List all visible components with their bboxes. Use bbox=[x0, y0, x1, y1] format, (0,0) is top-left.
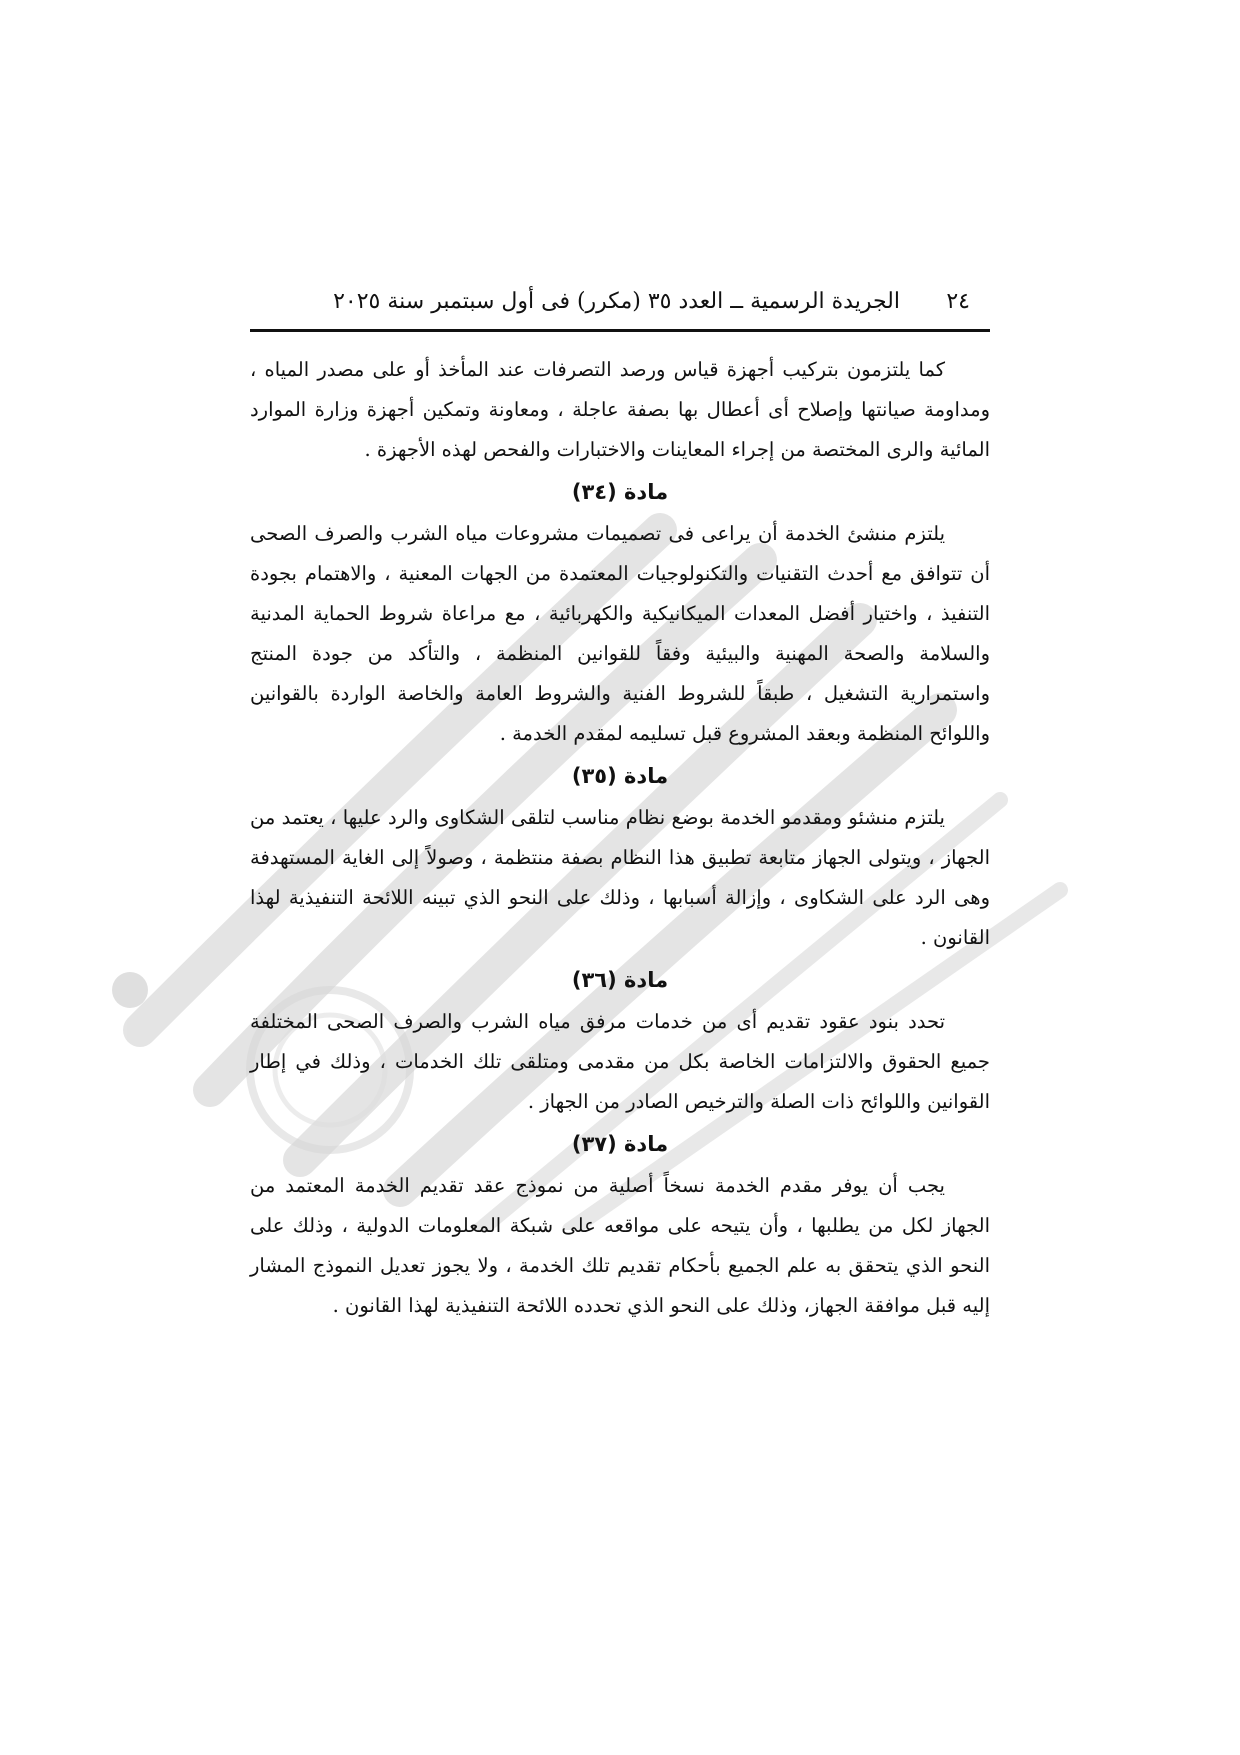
article-37-text: يجب أن يوفر مقدم الخدمة نسخاً أصلية من نموذج عقد تقديم الخدمة المعتمد من الجهاز لكل من يطلبها ، وأن يتيحه على مواقعه على شبكة المعلومات الدولية ، وذلك على النحو الذي يتحقق به علم الجميع بأحكام تقديم تلك الخدمة ، ولا يجوز تعديل النموذج المشار إليه قبل موافقة الجهاز، وذلك على النحو الذي تحدده اللائحة التنفيذية لهذا القانون . bbox=[250, 1174, 990, 1317]
document-body bbox=[250, 350, 990, 1326]
article-34-heading: مادة (٣٤) bbox=[571, 480, 669, 504]
article-35-heading: مادة (٣٥) bbox=[571, 764, 669, 788]
article-35-text: يلتزم منشئو ومقدمو الخدمة بوضع نظام مناسب لتلقى الشكاوى والرد عليها ، يعتمد من الجهاز ، ويتولى الجهاز متابعة تطبيق هذا النظام بصفة منتظمة ، وصولاً إلى الغاية المستهدفة وهى الرد على الشكاوى ، وإزالة أسبابها ، وذلك على النحو الذي تبينه اللائحة التنفيذية لهذا القانون . bbox=[250, 806, 990, 949]
header-title: الجريدة الرسمية ــ العدد ٣٥ (مكرر) فى أول سبتمبر سنة ٢٠٢٥ bbox=[333, 289, 900, 314]
page-number: ٢٤ bbox=[946, 289, 970, 314]
article-36-text: تحدد بنود عقود تقديم أى من خدمات مرفق مياه الشرب والصرف الصحى المختلفة جميع الحقوق والالتزامات الخاصة بكل من مقدمى ومتلقى تلك الخدمات ، وذلك في إطار القوانين واللوائح ذات الصلة والترخيص الصادر من الجهاز . bbox=[250, 1010, 990, 1113]
article-34-text: يلتزم منشئ الخدمة أن يراعى فى تصميمات مشروعات مياه الشرب والصرف الصحى أن تتوافق مع أحدث التقنيات والتكنولوجيات المعتمدة من الجهات المعنية ، والاهتمام بجودة التنفيذ ، واختيار أفضل المعدات الميكانيكية والكهربائية ، مع مراعاة شروط الحماية المدنية والسلامة والصحة المهنية والبيئية وفقاً للقوانين المنظمة ، والتأكد من جودة المنتج واستمرارية التشغيل ، طبقاً للشروط الفنية والشروط العامة والخاصة الواردة بالقوانين واللوائح المنظمة وبعقد المشروع قبل تسليمه لمقدم الخدمة . bbox=[250, 522, 990, 745]
page-header bbox=[250, 282, 990, 332]
article-37-heading: مادة (٣٧) bbox=[571, 1132, 669, 1156]
article-36-heading: مادة (٣٦) bbox=[571, 968, 669, 992]
intro-paragraph: كما يلتزمون بتركيب أجهزة قياس ورصد التصرفات عند المأخذ أو على مصدر المياه ، ومداومة صيانتها وإصلاح أى أعطال بها بصفة عاجلة ، ومعاونة وتمكين أجهزة وزارة الموارد المائية والرى المختصة من إجراء المعاينات والاختبارات والفحص لهذه الأجهزة . bbox=[250, 358, 990, 461]
header-divider bbox=[250, 329, 990, 332]
